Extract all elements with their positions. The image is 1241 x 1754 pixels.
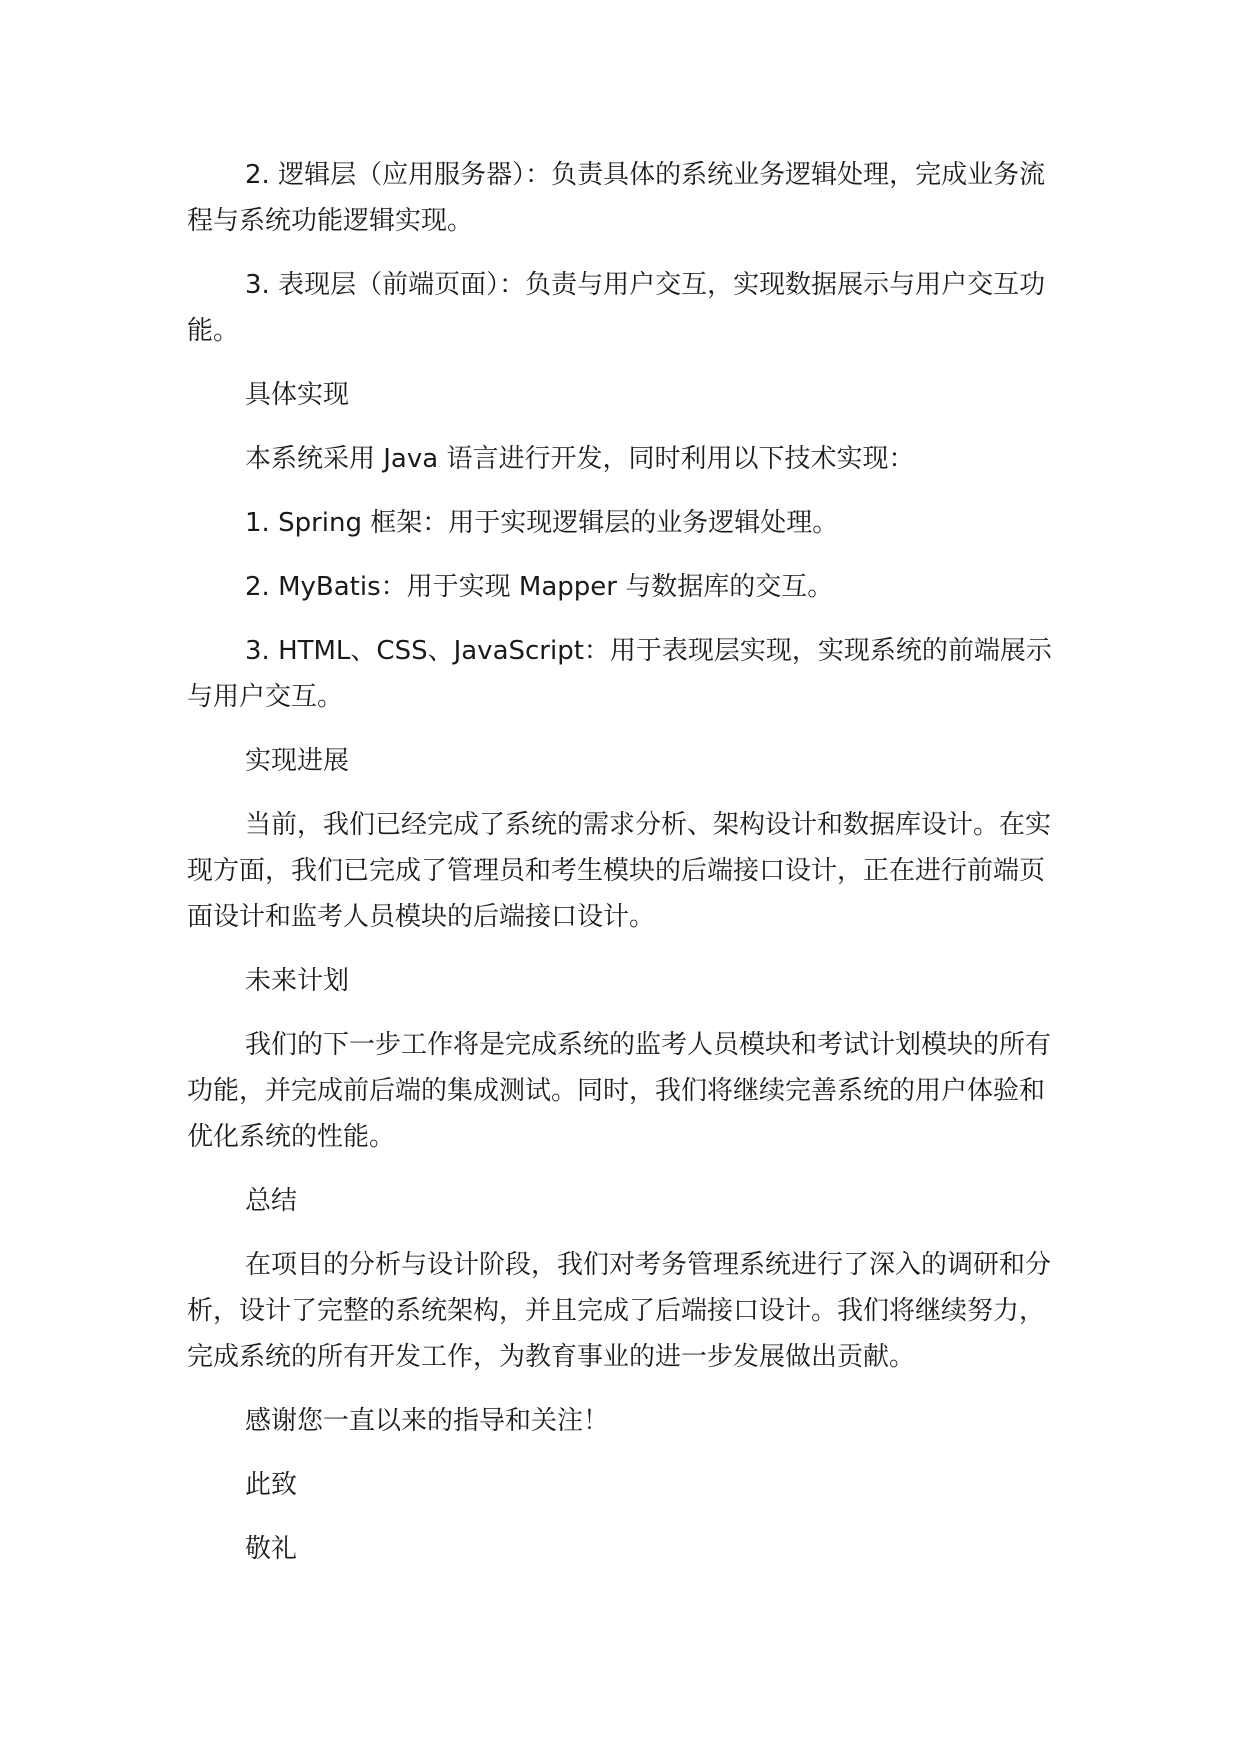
paragraph-logic-layer: 2. 逻辑层（应用服务器）：负责具体的系统业务逻辑处理，完成业务流程与系统功能逻辑实现。 [187,160,1046,236]
closing-regards: 敬礼 [245,1534,298,1564]
paragraph-thanks: 感谢您一直以来的指导和关注！ [245,1406,610,1436]
paragraph-progress: 当前，我们已经完成了系统的需求分析、架构设计和数据库设计。在实现方面，我们已完成了管理员和考生模块的后端接口设计，正在进行前端页面设计和监考人员模块的后端接口设计。 [187,810,1052,932]
paragraph-presentation-layer: 3. 表现层（前端页面）：负责与用户交互，实现数据展示与用户交互功能。 [187,270,1046,346]
list-item-frontend: 3. HTML、CSS、JavaScript：用于表现层实现，实现系统的前端展示与用户交互。 [187,636,1052,712]
paragraph-summary: 在项目的分析与设计阶段，我们对考务管理系统进行了深入的调研和分析，设计了完整的系统架构，并且完成了后端接口设计。我们将继续努力，完成系统的所有开发工作，为教育事业的进一步发展做出贡献。 [187,1250,1052,1372]
paragraph-tech-intro: 本系统采用 Java 语言进行开发，同时利用以下技术实现： [245,444,915,474]
closing-salutation: 此致 [245,1470,298,1500]
paragraph-future-plan: 我们的下一步工作将是完成系统的监考人员模块和考试计划模块的所有功能，并完成前后端的集成测试。同时，我们将继续完善系统的用户体验和优化系统的性能。 [187,1030,1052,1152]
heading-progress: 实现进展 [245,746,350,776]
heading-summary: 总结 [245,1186,298,1216]
list-item-spring: 1. Spring 框架：用于实现逻辑层的业务逻辑处理。 [245,508,839,538]
document-body [187,152,1067,1590]
heading-implementation: 具体实现 [245,380,350,410]
list-item-mybatis: 2. MyBatis：用于实现 Mapper 与数据库的交互。 [245,572,834,602]
heading-future-plan: 未来计划 [245,966,350,996]
